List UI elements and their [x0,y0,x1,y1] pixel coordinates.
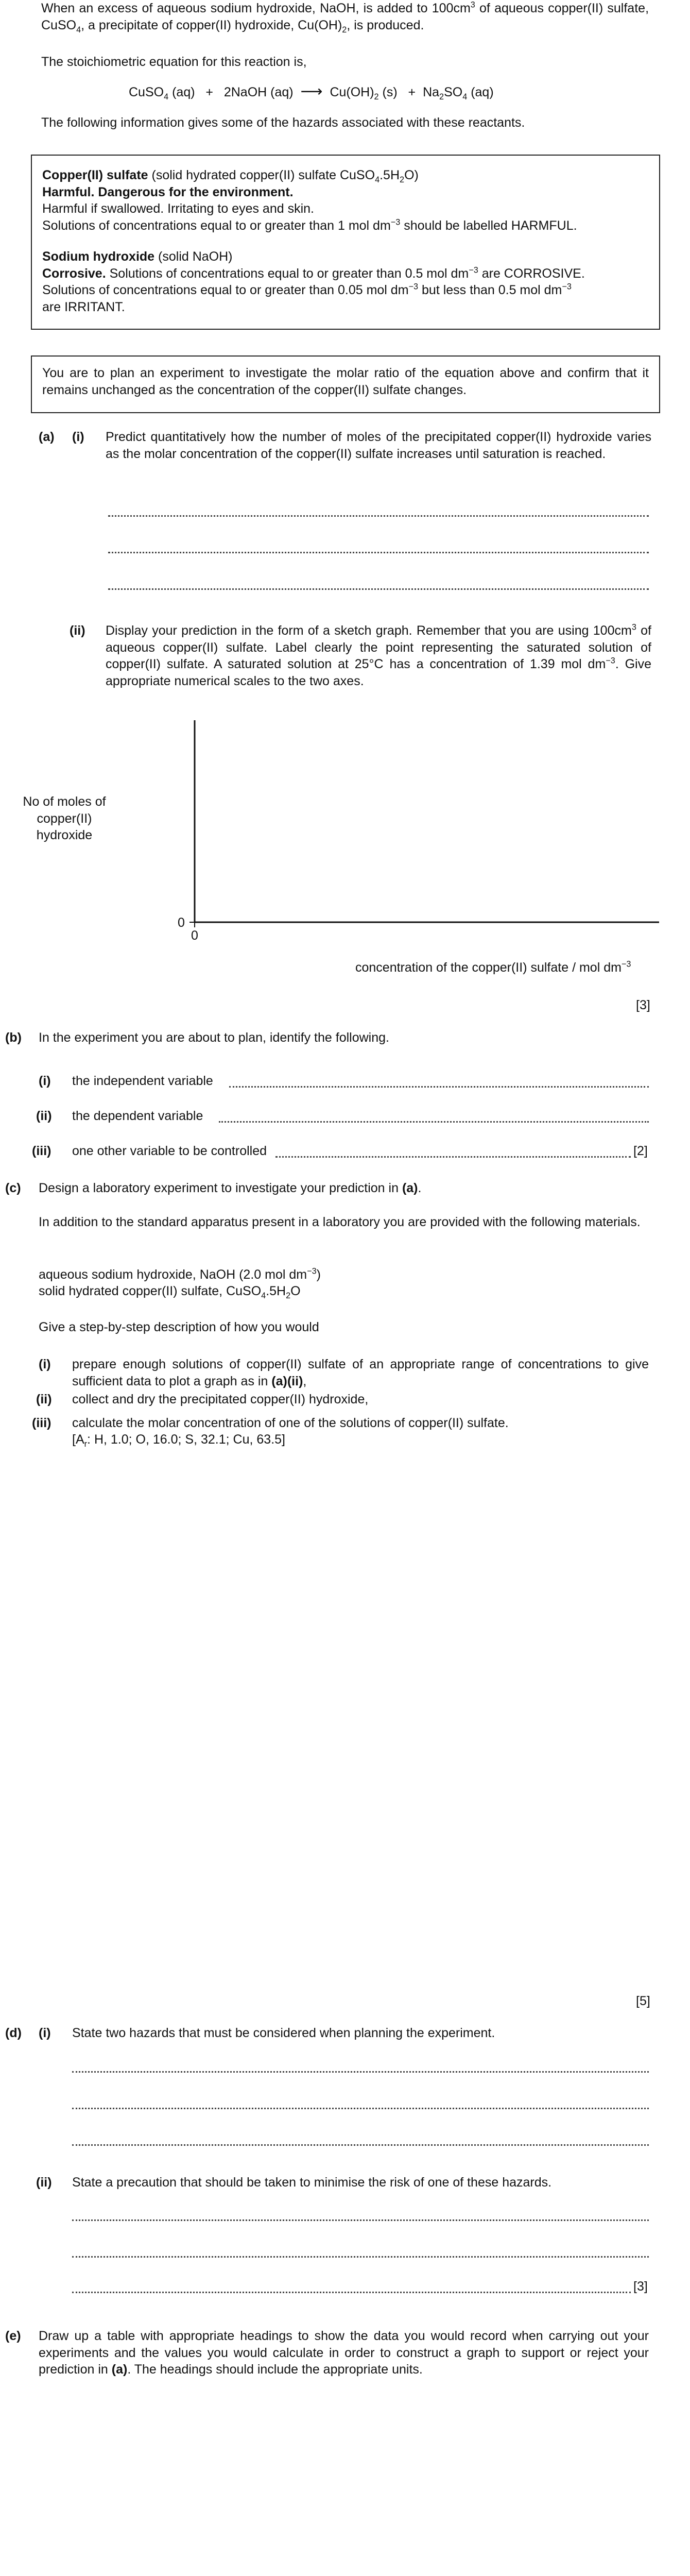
eq-cuoh2: Cu(OH) [330,85,374,99]
part-a-ii-label: (ii) [70,623,85,638]
intro-line2a: copper(II) sulfate, CuSO [41,1,649,32]
part-b-ii-text: the dependent variable [72,1109,203,1123]
sodium-hydroxide-line3: are IRRITANT. [42,299,125,314]
sup: −3 [606,656,615,666]
line2a: Solutions of concentrations equal to or greater than 1 mol dm [42,218,391,233]
sup: −3 [390,217,401,227]
corrosive-label: Corrosive. [42,266,106,281]
eq-sub: 2 [439,92,444,101]
answer-line[interactable] [72,2071,649,2073]
plan-text: You are to plan an experiment to investigate the molar ratio of the equation above and confirm that it remains unchanged as the concentration of the copper(II) sulfate changes. [42,366,649,397]
answer-lines-d-i [72,2071,649,2146]
intro-a: Design a laboratory experiment to investigate your prediction in [39,1181,402,1195]
answer-line[interactable] [72,2108,649,2109]
part-b-ii-answer[interactable] [219,1121,649,1123]
mat2a: solid hydrated copper(II) sulfate, CuSO [39,1284,262,1298]
sub: 2 [286,1291,291,1300]
part-c-step-intro: Give a step-by-step description of how you would [39,1320,319,1334]
part-e-text [39,2328,649,2378]
copper-sulfate-line2 [42,217,649,234]
graph-y-zero: 0 [178,916,185,930]
part-b-iii-text: one other variable to be controlled [72,1144,267,1158]
intro-paragraph [41,0,649,33]
answer-line[interactable] [108,552,649,553]
sub: r [84,1439,88,1449]
material-cuso4 [39,1283,301,1300]
part-a-marks: [3] [636,998,650,1012]
graph-axes[interactable] [170,716,664,933]
eq-na2so4: Na [423,85,440,99]
graph-y-label-line: No of moles of [23,794,106,809]
part-d-i-text: State two hazards that must be considered when planning the experiment. [72,2026,495,2040]
hazards-intro: The following information gives some of the hazards associated with these reactants. [41,115,525,130]
part-c-label: (c) [5,1181,21,1195]
copper-sulfate-desc: (solid hydrated copper(II) sulfate CuSO [148,168,375,182]
answer-line[interactable] [72,2292,631,2293]
part-b-i-text: the independent variable [72,1074,213,1088]
part-c-ii-text: collect and dry the precipitated copper(II) hydroxide, [72,1392,369,1406]
ar-b: : H, 1.0; O, 16.0; S, 32.1; Cu, 63.5] [87,1432,285,1447]
text-b: . The headings should include the appropriate units. [127,2362,423,2377]
sup: −3 [469,265,478,275]
eq-so: SO [444,85,463,99]
text-a: Display your prediction in the form of a sketch graph. Remember that you are using 100 [106,623,615,638]
part-b-intro: In the experiment you are about to plan, identify the following. [39,1030,389,1045]
eq-sub: 2 [374,92,379,101]
eq-sub: 4 [164,92,169,101]
intro-b: . [418,1181,422,1195]
part-d-ii-label: (ii) [36,2175,52,2190]
answer-line[interactable] [108,588,649,590]
intro-unit: cm [453,1,471,15]
unit: cm [614,623,632,638]
answer-line[interactable] [72,2219,649,2221]
sup: −3 [621,959,631,969]
text-a: prepare enough solutions of copper(II) sulfate of an appropriate range of concentrations to give sufficient data to plot a graph as in [72,1357,649,1388]
sup: −3 [408,282,419,292]
ref: (a)(ii) [271,1374,303,1388]
sup: 3 [631,622,636,632]
part-e-answer-space[interactable] [39,2411,649,2576]
line1a: Solutions of concentrations equal to or greater than 0.5 mol dm [106,266,469,281]
part-b-iii-answer[interactable] [275,1156,631,1158]
sodium-hydroxide-name: Sodium hydroxide [42,249,155,264]
intro-line1b: of aqueous [475,1,544,15]
part-b-i-label: (i) [39,1074,51,1088]
copper-sulfate-name: Copper(II) sulfate [42,168,148,182]
part-a-i-text: Predict quantitatively how the number of moles of the precipitated copper(II) hydroxide varies as the molar concentration of the copper(II) sulfate increases until saturation is reached. [106,430,651,461]
line2a: Solutions of concentrations equal to or greater than 0.05 mol dm [42,283,409,297]
line1b: are CORROSIVE. [478,266,585,281]
ref: (a) [111,2362,128,2377]
part-c-i-text [72,1356,649,1389]
part-c-i-label: (i) [39,1357,51,1371]
part-c-provided: In addition to the standard apparatus present in a laboratory you are provided with the following materials. [39,1215,641,1229]
desc-c: O) [404,168,419,182]
xlabel: concentration of the copper(II) sulfate / mol dm [355,960,622,975]
unit: mol dm [555,657,606,671]
mat1a: aqueous sodium hydroxide, NaOH (2.0 [39,1267,262,1282]
material-naoh [39,1266,321,1283]
line2b: but less than 0.5 mol dm [418,283,562,297]
line2b: should be labelled HARMFUL. [400,218,577,233]
equation [129,81,494,101]
ref: (a) [402,1181,418,1195]
text-b: of aqueous copper(II) sulfate. Label clearly the point representing the saturated solution of copper(II) sulfate. A saturated solution at 25°C has a concentration of 1.39 [106,623,651,671]
sub: 4 [261,1291,266,1300]
intro-sub: 4 [76,25,81,35]
sub: 2 [400,175,405,184]
part-c-iii-label: (iii) [32,1416,51,1430]
graph-y-label [10,793,118,844]
unit: mol dm [261,1267,307,1282]
eq-naoh: 2NaOH (aq) [223,85,294,99]
text-c: . Give appropriate numerical scales to the two axes. [106,657,652,688]
eq-state: (s) [378,85,398,99]
copper-sulfate-harmful: Harmful. Dangerous for the environment. [42,184,294,199]
graph-x-zero: 0 [191,928,198,943]
intro-line1a: When an excess of aqueous sodium hydroxide, NaOH, is added to 100 [41,1,454,15]
plan-box [31,355,660,413]
answer-lines-d-ii [72,2219,649,2258]
part-c-ii-label: (ii) [36,1392,52,1406]
eq-plus: + [205,85,213,99]
part-b-ii-label: (ii) [36,1109,52,1123]
eq-cuso4: CuSO [129,85,164,99]
part-a-i-label: (i) [72,430,84,444]
sodium-hydroxide-line1 [42,265,649,282]
text-a: Draw up a table with appropriate headings to show the data you would record when carrying out your experiments and the values you would calculate in order to construct a graph to support or reject your prediction in [39,2329,649,2377]
sodium-hydroxide-heading [42,248,649,265]
part-a-ii-text [106,622,651,689]
intro-line2b: , a precipitate of copper(II) hydroxide, Cu(OH) [81,18,342,32]
part-d-marks: [3] [633,2279,648,2294]
eq-state: (aq) [467,85,494,99]
copper-sulfate-line1: Harmful if swallowed. Irritating to eyes and skin. [42,201,314,216]
stoich-intro: The stoichiometric equation for this reaction is, [41,55,307,69]
sup: −3 [562,282,572,292]
part-d-i-label: (i) [39,2026,51,2040]
part-b-label: (b) [5,1030,22,1045]
eq-state: (aq) [168,85,195,99]
hazard-box [31,155,660,330]
text-b: , [303,1374,307,1388]
intro-line2c: , is produced. [347,18,424,32]
part-d-label: (d) [5,2026,22,2040]
part-c-answer-space[interactable] [72,1458,649,1984]
mat2c: O [290,1284,301,1298]
mat2b: .5H [266,1284,286,1298]
eq-plus: + [408,85,416,99]
part-a-label: (a) [39,430,55,444]
answer-line[interactable] [108,515,649,517]
mat1b: ) [316,1267,321,1282]
part-b-iii-label: (iii) [32,1144,51,1158]
copper-sulfate-heading [42,167,649,184]
graph-y-label-line: hydroxide [36,828,93,842]
eq-arrow: ⟶ [300,83,323,100]
sodium-hydroxide-line2 [42,282,649,299]
graph-y-label-line: copper(II) [37,811,92,826]
graph-x-label [355,959,631,976]
intro-unit-sup: 3 [470,0,475,10]
sodium-hydroxide-desc: (solid NaOH) [154,249,233,264]
part-c-marks: [5] [636,1994,650,2008]
part-c-iii-text: calculate the molar concentration of one of the solutions of copper(II) sulfate. [72,1416,509,1430]
part-b-i-answer[interactable] [229,1086,649,1088]
answer-lines-a-i [108,515,649,590]
intro-sub2: 2 [342,25,347,35]
answer-line[interactable] [72,2256,649,2258]
part-d-ii-text: State a precaution that should be taken to minimise the risk of one of these hazards. [72,2175,552,2190]
answer-line[interactable] [72,2144,649,2146]
relative-atomic-masses [72,1431,285,1448]
part-b-marks: [2] [633,1144,648,1158]
sup: −3 [307,1266,317,1276]
part-c-intro [39,1180,421,1197]
part-e-label: (e) [5,2329,21,2343]
ar-a: [A [72,1432,84,1447]
eq-sub: 4 [462,92,468,101]
sub: 4 [375,175,380,184]
desc-b: .5H [380,168,400,182]
